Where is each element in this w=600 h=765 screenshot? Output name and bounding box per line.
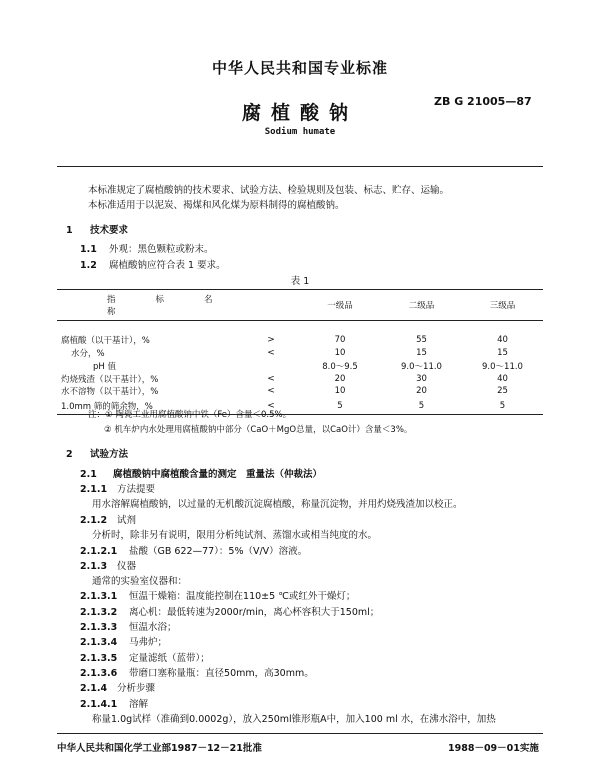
clause-number: 2.1.3.1 [80,591,118,602]
row-comparator [243,359,299,372]
clause [80,481,155,495]
clause [80,634,167,648]
table-header-row [57,290,543,321]
clause-number: 1.2 [80,260,97,271]
value-grade1: 10 [334,386,346,397]
row-comparator: < [267,386,275,397]
value-grade3: 5 [462,398,543,415]
clause [80,604,379,618]
section-heading [66,222,128,236]
clause-text: 试剂 [117,515,137,526]
clause [80,466,322,480]
value-grade2: 15 [416,347,427,358]
clause-number: 2.1.3.3 [80,622,118,633]
value-grade1: 5 [299,398,381,415]
row-name: 水不溶物（以干基计），% [61,387,159,398]
section-title: 试验方法 [89,449,128,460]
value-grade3: 40 [497,373,508,384]
table-row [57,359,543,372]
clause [80,543,307,557]
clause-text: 马弗炉； [129,637,168,648]
row-name: pH 值 [93,361,116,372]
standard-type-heading: 中华人民共和国专业标准 [211,59,388,77]
table-row [57,334,543,347]
value-grade2: 9.0～11.0 [401,361,442,372]
value-grade1: 20 [334,373,346,384]
value-grade3: 15 [497,347,508,358]
row-comparator: < [243,398,299,415]
row-comparator: < [267,347,275,358]
value-grade3: 9.0～11.0 [482,361,523,372]
value-grade1: 8.0～9.5 [322,361,358,372]
clause [80,588,355,602]
clause-number: 2.1 [80,469,97,480]
clause-text: 恒温水浴； [129,622,177,633]
clause-number: 2.1.3.4 [80,637,118,648]
clause-text: 盐酸（GB 622—77）：5%（V/V）溶液。 [129,546,308,557]
clause-number: 2.1.3.5 [80,653,118,664]
section-heading [66,446,128,460]
value-grade2: 55 [416,335,427,346]
row-comparator: > [267,335,275,346]
document-title: 腐植酸钠 [241,102,358,124]
clause [80,558,136,572]
clause-number: 2.1.3.6 [80,668,118,679]
col-header-grade2: 二级品 [381,290,462,321]
footer-divider [57,733,543,734]
standard-code: ZB G 21005—87 [434,95,532,108]
clause-text: 外观：黑色颗粒或粉末。 [109,244,214,255]
clause [80,650,210,664]
clause [80,680,155,694]
clause-text: 带磨口塞称量瓶：直径50mm，高30mm。 [129,668,314,679]
section-title: 技术要求 [89,225,128,236]
row-name: 灼烧残渣（以干基计），% [61,374,159,385]
clause-text: 分析步骤 [117,683,156,694]
table-note: ② 机车炉内水处理用腐植酸钠中部分（CaO＋MgO总量，以CaO计）含量＜3%。 [104,425,413,435]
clause-number: 1.1 [80,244,97,255]
value-grade2: 5 [381,398,462,415]
clause [80,619,177,633]
header-divider [57,166,543,167]
row-name: 腐植酸（以干基计），% [61,336,150,347]
value-grade1: 70 [334,335,346,346]
value-grade2: 30 [416,373,427,384]
document-subtitle: Sodium humate [264,127,336,137]
clause-number: 2.1.2.1 [80,546,118,557]
body-text: 称量1.0g试样（准确到0.0002g），放入250ml锥形瓶A中，加入100 ml 水，在沸水浴中，加热 [92,714,496,725]
value-grade2: 20 [416,386,427,397]
clause-text: 方法提要 [117,484,156,495]
value-grade1: 10 [334,347,346,358]
intro-paragraph: 本标准规定了腐植酸钠的技术要求、试验方法、检验规则及包装、标志、贮存、运输。 [88,185,450,196]
implementation-date: 1988－09－01实施 [448,743,539,754]
clause-text: 腐植酸钠中腐植酸含量的测定 重量法（仲裁法） [113,469,323,480]
clause-number: 2.1.2 [80,515,108,526]
table-caption: 表 1 [290,276,310,287]
table-row [57,385,543,398]
col-header-name: 指标名称 [57,290,299,321]
spec-table [57,289,543,415]
table-note: 注：① 陶瓷工业用腐植酸钠中铁（Fe）含量＜0.5%。 [88,410,292,420]
value-grade3: 25 [497,386,508,397]
clause-text: 恒温干燥箱：温度能控制在110±5 ℃或红外干燥灯； [129,591,356,602]
clause-number: 2.1.3 [80,561,108,572]
row-name: 1.0mm 筛的筛余物，% [57,398,243,415]
clause-text: 离心机：最低转速为2000r/min，离心杯容积大于150ml； [129,607,380,618]
section-number: 2 [66,449,73,460]
approval-date: 中华人民共和国化学工业部1987－12－21批准 [57,743,262,754]
clause-text: 腐植酸钠应符合表 1 要求。 [109,260,226,271]
clause [80,665,314,679]
body-text: 通常的实验室仪器和： [92,576,188,587]
clause-number: 2.1.3.2 [80,607,118,618]
section-number: 1 [66,225,73,236]
col-header-grade3: 三级品 [462,290,543,321]
row-name: 水分，% [71,348,105,359]
clause [80,696,148,710]
clause [80,257,226,271]
clause-number: 2.1.4 [80,683,108,694]
clause-text: 仪器 [117,561,137,572]
intro-paragraph: 本标准适用于以泥炭、褐煤和风化煤为原料制得的腐植酸钠。 [88,200,345,211]
body-text: 分析时，除非另有说明，限用分析纯试剂、蒸馏水或相当纯度的水。 [92,530,378,541]
value-grade3: 40 [497,335,508,346]
row-comparator: < [267,373,275,384]
clause-text: 定量滤纸（蓝带）； [129,653,210,664]
table-row [57,347,543,360]
table-row [57,372,543,385]
clause [80,241,214,255]
body-text: 用水溶解腐植酸钠，以过量的无机酸沉淀腐植酸，称量沉淀物，并用灼烧残渣加以校正。 [92,499,463,510]
clause-number: 2.1.4.1 [80,699,118,710]
clause-text: 溶解 [129,699,149,710]
col-header-grade1: 一级品 [299,290,381,321]
clause [80,512,136,526]
clause-number: 2.1.1 [80,484,108,495]
